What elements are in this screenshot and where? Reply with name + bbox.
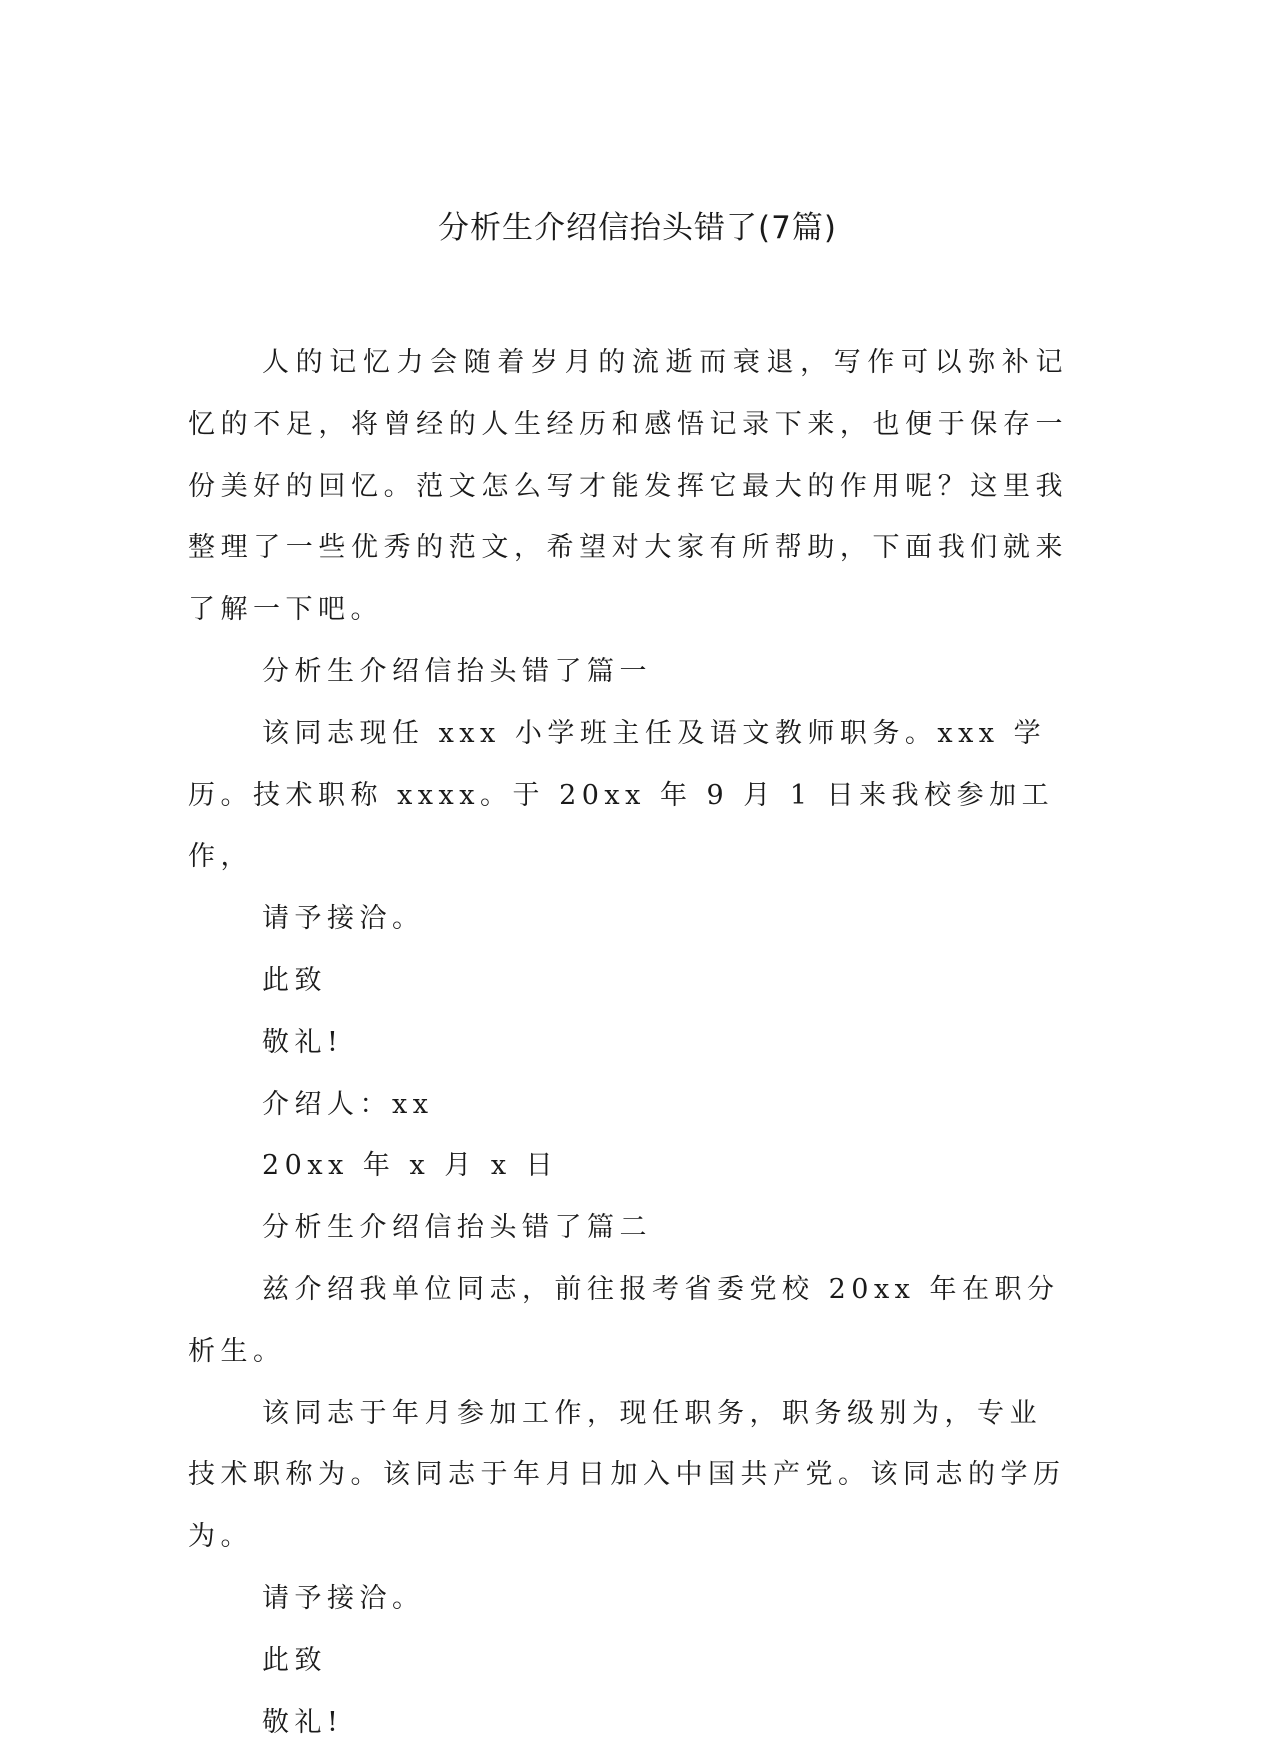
closing-request: 请予接洽。 [262,903,425,935]
letter-body-paragraph: 该同志现任 xxx 小学班主任及语文教师职务。xxx 学历。技术职称 xxxx。于 20xx 年 9 月 1 日来我校参加工作， [188,717,1055,873]
closing-respect: 敬礼! [262,1026,344,1058]
closing-salutation: 此致 [262,1644,327,1676]
letter-body-paragraph: 该同志于年月参加工作，现任职务，职务级别为，专业技术职称为。该同志于年月日加入中国共产党。该同志的学历为。 [188,1397,1066,1553]
section-heading-1: 分析生介绍信抬头错了篇一 [262,655,652,687]
document-body [188,332,1068,1753]
document-title: 分析生介绍信抬头错了(7篇) [438,210,837,246]
closing-respect: 敬礼! [262,1706,344,1738]
date-line: 20xx 年 x 月 x 日 [262,1150,559,1182]
introducer-line: 介绍人：xx [262,1088,434,1120]
closing-request: 请予接洽。 [262,1582,425,1614]
closing-salutation: 此致 [262,964,327,996]
section-heading-2: 分析生介绍信抬头错了篇二 [262,1212,652,1244]
intro-paragraph: 人的记忆力会随着岁月的流逝而衰退，写作可以弥补记忆的不足，将曾经的人生经历和感悟记录下来，也便于保存一份美好的回忆。范文怎么写才能发挥它最大的作用呢？这里我整理了一些优秀的范文，希望对大家有所帮助，下面我们就来了解一下吧。 [188,347,1068,626]
letter-body-paragraph: 兹介绍我单位同志，前往报考省委党校 20xx 年在职分析生。 [188,1273,1060,1367]
